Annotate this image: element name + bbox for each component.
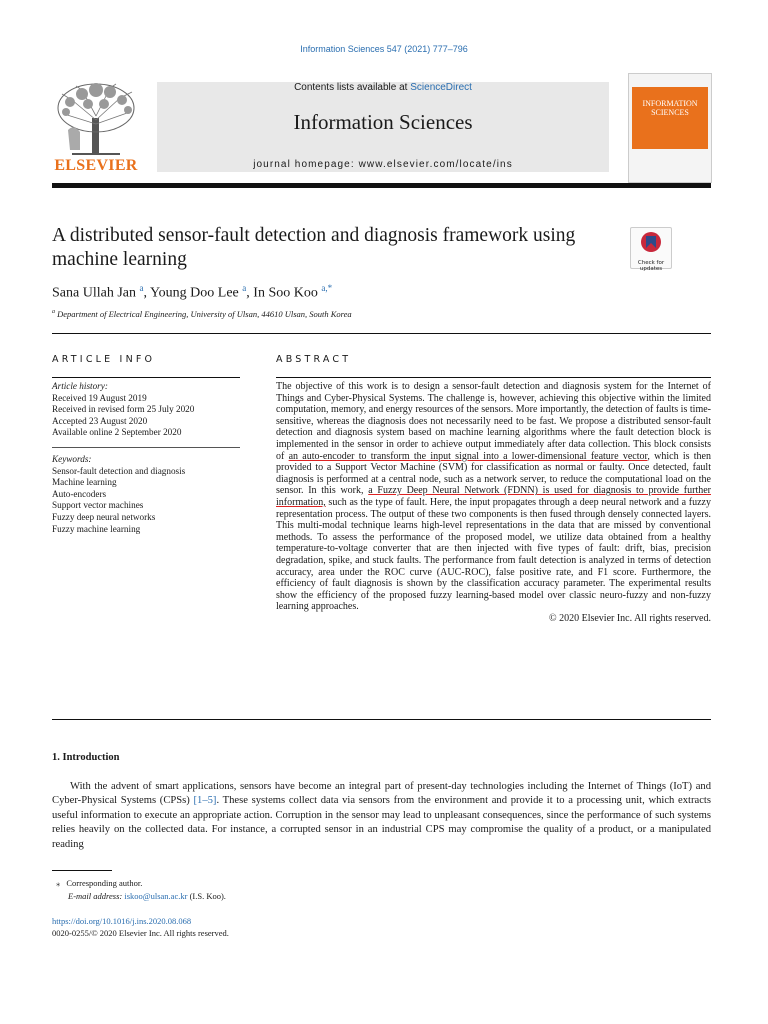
author-affiliation-mark[interactable]: a	[139, 283, 144, 293]
introduction-paragraph	[52, 780, 711, 852]
elsevier-wordmark: ELSEVIER	[54, 157, 138, 174]
journal-homepage[interactable]: journal homepage: www.elsevier.com/locate/ins	[253, 159, 513, 170]
title-rule	[52, 333, 711, 334]
author-name[interactable]: Sana Ullah Jan	[52, 285, 136, 301]
footnote-rule	[52, 870, 112, 871]
affiliation-mark: a	[52, 309, 55, 316]
keyword-item: Machine learning	[52, 477, 117, 488]
abstract-paragraph	[276, 381, 711, 613]
keyword-item: Fuzzy machine learning	[52, 523, 141, 534]
corresponding-mark: ⁎	[56, 878, 61, 888]
email-note	[68, 891, 226, 901]
cover-orange-panel	[632, 87, 708, 149]
article-info-heading: ARTICLE INFO	[52, 354, 156, 365]
abstract-text-part3: such as the type of fault. Here, the input propagates through a deep neural network and a fuzzy representation process. The output of these two components is then fused through densely connected layers. This multi-modal technique learns high-level representations in the data that are missed by conventional methods. To assess the performance of the proposed model, we utilize data obtained from a healthy temperature-to-voltage converter that are then injected with five types of fault: drift, bias, precision degradation, spike, and stuck faults. The performance from fault detection is analyzed in terms of detection accuracy, area under the ROC curve (AUC-ROC), false positive rate, and F1 score. Furthermore, the efficiency of fault diagnosis is shown by the classification accuracy parameter. The experimental results show the efficiency of the proposed fuzzy learning-based model over classic neuro-fuzzy and non-fuzzy learning approaches.	[276, 496, 711, 613]
keyword-item: Fuzzy deep neural networks	[52, 511, 156, 522]
issn-copyright: 0020-0255/© 2020 Elsevier Inc. All rights reserved.	[52, 928, 229, 938]
intro-text-b: . These systems collect data via sensors from the environment and provide it to a processing unit, which extracts useful information to execute an appropriate action. Corruption in the sensor may lead to unpleasant consequences, since the performance of such systems relies heavily on the collected data. For instance, a corrupted sensor in an industrial CPS may compromise the quality of a product, or a manipulated reading	[52, 795, 711, 850]
keyword-item: Auto-encoders	[52, 488, 107, 499]
introduction-heading: 1. Introduction	[52, 752, 120, 763]
keyword-item: Sensor-fault detection and diagnosis	[52, 465, 186, 476]
affiliation	[52, 309, 352, 319]
elsevier-tree-logo	[52, 80, 140, 158]
check-for-updates-badge[interactable]	[630, 227, 672, 272]
email-label: E-mail address:	[68, 891, 123, 901]
history-label: Article history:	[52, 381, 108, 391]
intro-text-a: With the advent of smart applications, sensors have become an integral part of present-day technologies including the Internet of Things (IoT) and Cyber-Physical Systems (CPSs)	[52, 781, 711, 807]
affiliation-text: Department of Electrical Engineering, University of Ulsan, 44610 Ulsan, South Korea	[57, 309, 352, 319]
author-name[interactable]: Young Doo Lee	[149, 285, 239, 301]
abstract-body	[276, 381, 711, 624]
abstract-heading: ABSTRACT	[276, 354, 352, 365]
email-link[interactable]: iskoo@ulsan.ac.kr	[124, 891, 188, 901]
corresponding-text: Corresponding author.	[66, 878, 143, 888]
article-title: A distributed sensor-fault detection and diagnosis framework using machine learning	[52, 225, 576, 270]
abstract-text-part2: , which is then provided to a Support Vector Machine (SVM) for classification as normal or faulty. Once detected, fault diagnosis is performed at a central node, such as a network server, to reduce the computational load on the sensor. In this work,	[276, 450, 712, 497]
article-info-rule	[52, 377, 240, 378]
contents-line	[157, 82, 609, 94]
reference-link[interactable]: [1–5]	[193, 795, 217, 807]
abstract-highlight-autoencoder: an auto-encoder to transform the input signal into a lower-dimensional feature vector	[288, 450, 648, 462]
abstract-bottom-rule	[52, 719, 711, 720]
author-name[interactable]: In Soo Koo	[253, 285, 318, 301]
cover-title: INFORMATION SCIENCES	[642, 99, 698, 117]
history-revised: Received in revised form 25 July 2020	[52, 404, 195, 415]
abstract-text-part1: The objective of this work is to design a sensor-fault detection and diagnosis system for the Internet of Things and Cyber-Physical Systems. The challenge is, however, achieving this objective within the limited computation, memory, and energy resources of the sensors. More importantly, the detection of faults is time-sensitive, whereas the diagnosis does not necessarily need to be fast. We propose a distributed sensor-fault detection and diagnosis system based on machine learning algorithms where the fault detection block is implemented in the sensor in order to achieve output immediately after data collection. This block consists of	[276, 381, 711, 462]
corresponding-author-note	[56, 878, 142, 889]
author-affiliation-mark[interactable]: a	[242, 283, 247, 293]
crossmark-label: Check for updates	[637, 260, 665, 272]
contents-prefix: Contents lists available at	[294, 82, 411, 93]
abstract-rule	[276, 377, 711, 378]
keywords-rule	[52, 447, 240, 448]
sciencedirect-link[interactable]: ScienceDirect	[410, 82, 472, 93]
journal-title: Information Sciences	[293, 110, 473, 134]
history-online: Available online 2 September 2020	[52, 427, 182, 438]
author-list: Sana Ullah Jan $^a$, Young Doo Lee $^a$, In Soo Koo $^{a,*}$	[52, 283, 333, 301]
keywords-label: Keywords:	[52, 454, 92, 464]
abstract-highlight-fdnn: a Fuzzy Deep Neural Network (FDNN) is used for diagnosis to provide further information,	[276, 485, 711, 508]
email-suffix: (I.S. Koo).	[189, 891, 226, 901]
doi-link[interactable]: https://doi.org/10.1016/j.ins.2020.08.068	[52, 916, 192, 926]
keywords-block	[52, 454, 242, 535]
header-rule	[52, 183, 711, 188]
journal-citation-link[interactable]: Information Sciences 547 (2021) 777–796	[300, 44, 468, 54]
author-affiliation-mark[interactable]: a,*	[321, 283, 333, 293]
history-accepted: Accepted 23 August 2020	[52, 415, 148, 426]
journal-cover-image[interactable]	[628, 73, 712, 183]
article-history	[52, 381, 242, 439]
crossmark-icon	[631, 228, 671, 256]
keyword-item: Support vector machines	[52, 500, 144, 511]
abstract-copyright: © 2020 Elsevier Inc. All rights reserved.	[548, 612, 711, 624]
history-received: Received 19 August 2019	[52, 392, 147, 403]
